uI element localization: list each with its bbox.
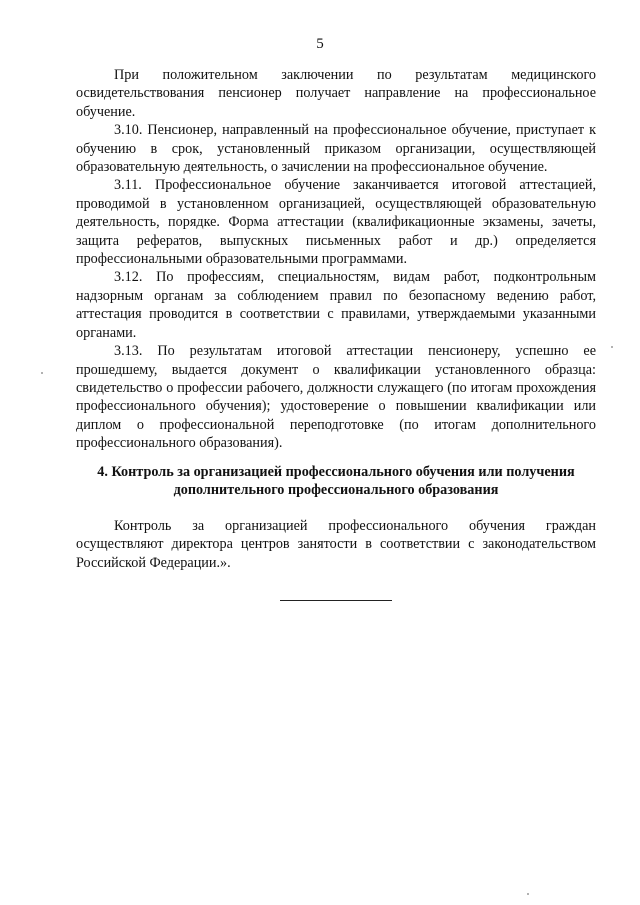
section-4-heading-line2: дополнительного профессионального образования	[173, 482, 499, 499]
closing-rule	[280, 600, 392, 601]
scan-dot	[41, 372, 43, 374]
paragraph-3-13: 3.13. По результатам итоговой аттестации пенсионеру, успешно ее прошедшему, выдается документ о квалификации установленного образца: свидетельство о профессии рабочего, должности служащего (по итогам прохождения профессионального обучения); удостоверение о повышении квалификации или диплом о профессиональной переподготовке (по итогам дополнительного профессионального образования).	[76, 343, 596, 452]
paragraph-3-11: 3.11. Профессиональное обучение заканчивается итоговой аттестацией, проводимой в установленном организацией, осуществляющей образовательную деятельность, порядке. Форма аттестации (квалификационные экзамены, зачеты, защита рефератов, выпускных письменных работ и др.) определяется профессиональными образовательными программами.	[76, 177, 596, 268]
paragraph-medical-conclusion: При положительном заключении по результатам медицинского освидетельствования пенсионер получает направление на профессиональное обучение.	[76, 67, 596, 120]
paragraph-3-12: 3.12. По профессиям, специальностям, видам работ, подконтрольным надзорным органам за соблюдением правил по безопасному ведению работ, аттестация проводится в соответствии с правилами, утверждаемыми указанными органами.	[76, 269, 596, 341]
paragraph-3-10: 3.10. Пенсионер, направленный на профессиональное обучение, приступает к обучению в срок, установленный приказом организации, осуществляющей образовательную деятельность, о зачислении на профессиональное обучение.	[76, 122, 596, 176]
section-4-heading-line1: 4. Контроль за организацией профессионального обучения или получения	[97, 464, 575, 480]
section-4-paragraph: Контроль за организацией профессионального обучения граждан осуществляют директора центров занятости в соответствии с законодательством Российской Федерации.».	[76, 518, 596, 571]
page-number: 5	[316, 36, 324, 52]
section-4-heading	[76, 463, 596, 500]
scan-dot	[527, 893, 529, 895]
scan-dot	[611, 346, 613, 348]
document-body	[76, 66, 596, 453]
